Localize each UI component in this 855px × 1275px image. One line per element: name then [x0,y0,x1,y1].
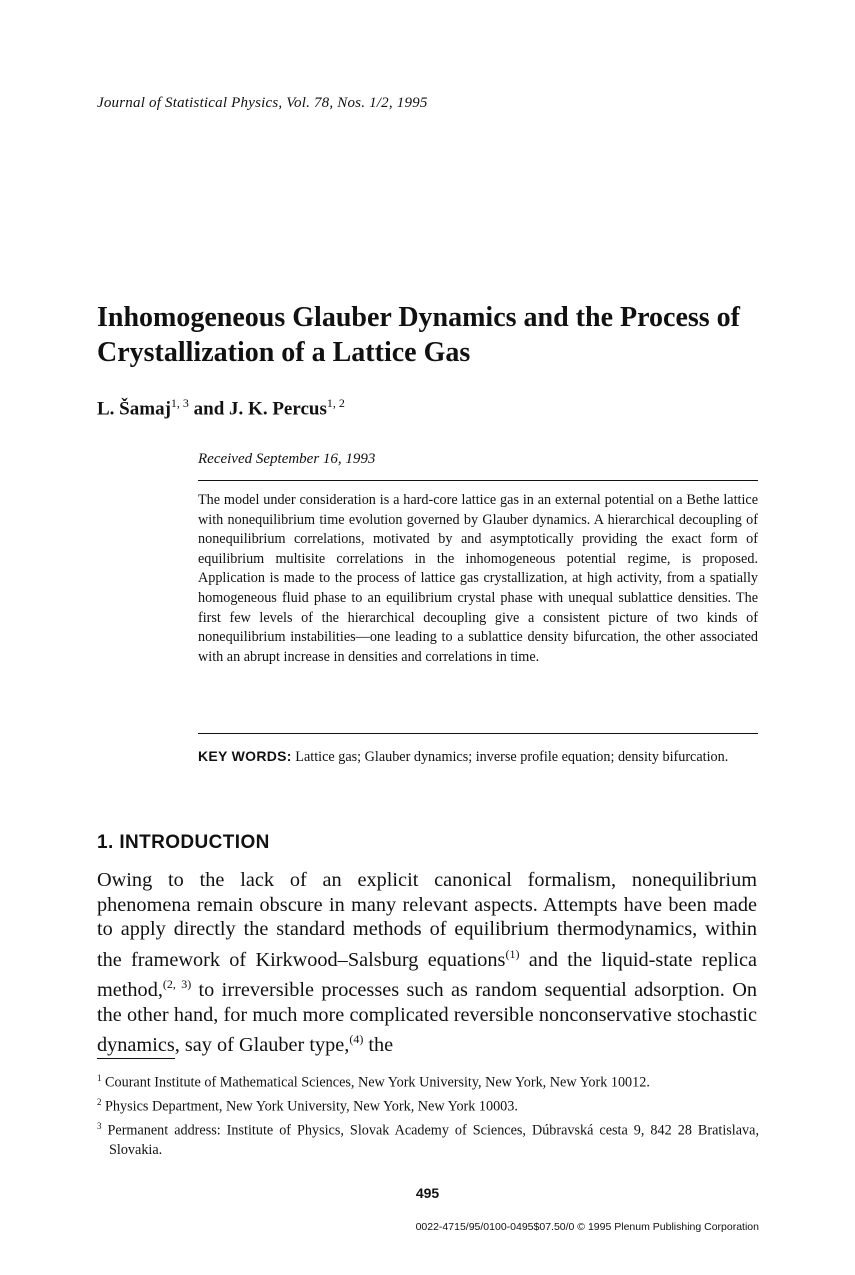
author-conjunction: and [188,398,230,420]
author-percus-affiliation: 1, 2 [326,396,345,410]
intro-text-part-3: to irreversible processes such as random sequential adsorption. On the other hand, for much more complicated reversible nonconservative stochastic dynamics, say of Glauber type, [97,978,757,1056]
footnote [97,1093,759,1117]
citation-ref-4: (4) [349,1032,364,1047]
intro-text-part-1: Owing to the lack of an explicit canonical formalism, nonequilibrium phenomena remain obscure in many relevant aspects. Attempts have been made to apply directly the standard methods of equilibrium thermodynamics, within the framework of Kirkwood–Salsburg equations [97,869,757,971]
footnote [97,1117,759,1160]
intro-text-part-2: and the liquid-state replica method, [97,948,757,1001]
keywords [198,746,758,767]
footnote-mark: 3 [97,1121,102,1132]
footnote [97,1069,759,1093]
footnote-mark: 2 [97,1097,102,1108]
footnote-rule [97,1058,175,1059]
intro-text-part-4: the [363,1033,394,1056]
abstract-bottom-rule [198,733,758,734]
citation-ref-2-3: (2, 3) [162,977,192,992]
copyright-line: 0022-4715/95/0100-0495$07.50/0 © 1995 Plenum Publishing Corporation [415,1221,759,1233]
keywords-text: Lattice gas; Glauber dynamics; inverse profile equation; density bifurcation. [291,749,729,765]
abstract: The model under consideration is a hard-core lattice gas in an external potential on a Bethe lattice with nonequilibrium time evolution governed by Glauber dynamics. A hierarchical decoupling of nonequilibrium correlations, motivated by and asymptotically providing the exact form of equilibrium multisite correlations in the inhomogeneous potential regime, is proposed. Application is made to the process of lattice gas crystallization, at high activity, from a spatially homogeneous fluid phase to an equilibrium crystal phase with unequal sublattice densities. The first few levels of the hierarchical decoupling give a consistent picture of two kinds of nonequilibrium instabilities—one leading to a sublattice density bifurcation, the other associated with an abrupt increase in densities and correlations in time. [198,492,758,665]
footnote-text: Courant Institute of Mathematical Sciences, New York University, New York, New York 10012. [101,1074,650,1091]
received-date: Received September 16, 1993 [198,451,376,467]
footnotes [97,1069,759,1160]
journal-header: Journal of Statistical Physics, Vol. 78, Nos. 1/2, 1995 [97,95,428,111]
abstract-top-rule [198,480,758,481]
footnote-mark: 1 [97,1073,102,1083]
section-heading-introduction: 1. INTRODUCTION [97,832,270,853]
page-number: 495 [415,1185,440,1201]
author-percus: J. K. Percus [229,398,327,420]
footnote-text: Physics Department, New York University, New York, New York 10003. [101,1098,518,1115]
keywords-label: KEY WORDS: [198,748,292,764]
author-samaj-affiliation: 1, 3 [170,396,189,410]
footnote-text: Permanent address: Institute of Physics, Slovak Academy of Sciences, Dúbravská cesta 9, 842 28 Bratislava, Slovakia. [101,1122,759,1159]
author-line [97,396,345,420]
introduction-paragraph [97,868,757,1057]
author-samaj: L. Šamaj [97,398,171,420]
citation-ref-1: (1) [505,946,520,961]
paper-title: Inhomogeneous Glauber Dynamics and the Process of Crystallization of a Lattice Gas [97,302,741,368]
